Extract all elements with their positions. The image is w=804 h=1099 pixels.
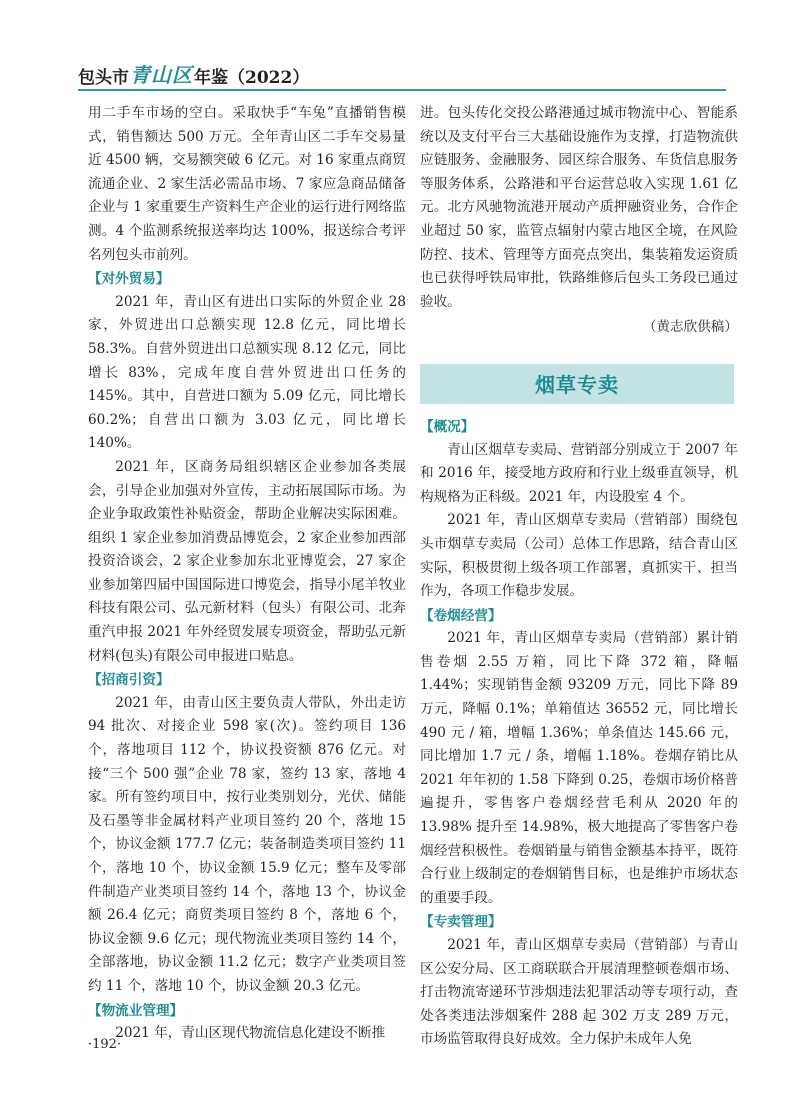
left-column xyxy=(88,102,406,1046)
section-heading-foreign-trade: 【对外贸易】 xyxy=(88,271,170,288)
paragraph-investment: 2021 年，由青山区主要负责人带队，外出走访 94 批次、对接企业 598 家(次)。签约项目 136 个，落地项目 112 个，协议投资额 876 亿元。对接“三个 500 强”企业 78 家，签约 13 家，落地 4 家。所有签约项目中，按行业类别划分，光伏、储能及石墨等非金属材料产业项目签约 20 个，落地 15 个，协议金额 177.7 亿元；装备制造类项目签约 11 个，落地 10 个，协议金额 15.9 亿元；整车及零部件制造产业类项目签约 14 个，落地 13 个，协议金额 26.4 亿元；商贸类项目签约 8 个，落地 6 个，协议金额 9.6 亿元；现代物流业类项目签约 14 个，全部落地，协议金额 11.2 亿元；数字产业类项目签约 11 个，落地 10 个，协议金额 20.3 亿元。 xyxy=(88,694,406,994)
paragraph-trade-1: 2021 年，青山区有进出口实际的外贸企业 28 家，外贸进出口总额实现 12.8 亿元，同比增长 58.3%。自营外贸进出口总额实现 8.12 亿元，同比增长 83%，完成年度自营外贸进出口任务的 145%。其中，自营进口额为 5.09 亿元，同比增长 60.2%；自营出口额为 3.03 亿元，同比增长 140%。 xyxy=(88,293,406,452)
paragraph-monopoly: 2021 年，青山区烟草专卖局（营销部）与青山区公安分局、区工商联联合开展清理整顿卷烟市场、打击物流寄递环节涉烟违法犯罪活动等专项行动，查处各类违法涉烟案件 288 起 302 万支 289 万元，市场监管取得良好成效。全力保护未成年人免 xyxy=(420,937,738,1048)
section-heading-investment: 【招商引资】 xyxy=(88,672,170,689)
section-heading-overview: 【概况】 xyxy=(420,418,475,435)
section-heading-label: 概况 xyxy=(433,418,461,435)
right-column xyxy=(420,102,738,1052)
section-heading-label: 招商引资 xyxy=(101,672,156,689)
paragraph-overview-2: 2021 年，青山区烟草专卖局（营销部）围绕包头市烟草专卖局（公司）总体工作思路，结合青山区实际，积极贯彻上级各项工作部署，真抓实干、担当作为，各项工作稳步发展。 xyxy=(420,512,738,600)
chapter-banner xyxy=(420,364,734,404)
paragraph-logistics-continued: 进。包头传化交投公路港通过城市物流中心、智能系统以及支付平台三大基础设施作为支撑，打造物流供应链服务、金融服务、园区综合服务、车货信息服务等服务体系，公路港和平台运营总收入实现 1.61 亿元。北方风驰物流港开展动产质押融资业务，合作企业超过 50 家，监管点辐射内蒙古地区全境，在风险防控、技术、管理等方面亮点突出，集装箱发运资质也已获得呼铁局审批，铁路维修后包头工务段已通过验收。 xyxy=(420,105,738,310)
section-heading-label: 对外贸易 xyxy=(101,271,156,288)
chapter-title: 烟草专卖 xyxy=(535,373,619,398)
header-yearbook: 年鉴（2022） xyxy=(194,68,310,88)
paragraph-logistics: 2021 年，青山区现代物流信息化建设不断推 xyxy=(115,1025,386,1042)
paragraph-overview-1: 青山区烟草专卖局、营销部分别成立于 2007 年和 2016 年，接受地方政府和行业上级垂直领导，机构规格为正科级。2021 年，内设股室 4 个。 xyxy=(420,441,738,505)
contributor-credit: （黄志欣供稿） xyxy=(642,319,738,336)
header-city: 包头市 xyxy=(78,68,129,88)
section-heading-label: 物流业管理 xyxy=(101,1002,170,1019)
running-header xyxy=(78,58,309,88)
section-heading-logistics: 【物流业管理】 xyxy=(88,1002,184,1019)
paragraph-trade-2: 2021 年，区商务局组织辖区企业参加各类展会，引导企业加强对外宣传，主动拓展国际市场。为企业争取政策性补贴资金，帮助企业解决实际困难。组织 1 家企业参加消费品博览会，2 家企业参加西部投资洽谈会，2 家企业参加东北亚博览会，27 家企业参加第四届中国国际进口博览会，指导小尾羊牧业科技有限公司、弘元新材料（包头）有限公司、北奔重汽申报 2021 年外经贸发展专项资金，帮助弘元新材料(包头)有限公司申报进口贴息。 xyxy=(88,458,406,664)
section-heading-label: 专卖管理 xyxy=(433,914,488,931)
section-heading-sales: 【卷烟经营】 xyxy=(420,607,502,624)
paragraph-sales: 2021 年，青山区烟草专卖局（营销部）累计销售卷烟 2.55 万箱，同比下降 372 箱，降幅 1.44%；实现销售金额 93209 万元，同比下降 89 万元，降幅 0.1%；单箱值达 36552 元，同比增长 490 元 / 箱，增幅 1.36%；单条值达 145.66 元，同比增加 1.7 元 / 条，增幅 1.18%。卷烟存销比从 2021 年年初的 1.58 下降到 0.25，卷烟市场价格普遍提升，零售客户卷烟经营毛利从 2020 年的 13.98% 提升至 14.98%，极大地提高了零售客户卷烟经营积极性。卷烟销量与销售金额基本持平，既符合行业上级制定的卷烟销售目标，也是维护市场状态的重要手段。 xyxy=(420,630,738,906)
header-rule xyxy=(78,89,726,91)
page-number: ·192· xyxy=(88,1037,122,1052)
section-heading-monopoly: 【专卖管理】 xyxy=(420,914,502,931)
paragraph-used-car: 用二手车市场的空白。采取快手“车兔”直播销售模式，销售额达 500 万元。全年青山区二手车交易量近 4500 辆，交易额突破 6 亿元。对 16 家重点商贸流通企业、2 家生活必需品市场、7 家应急商品储备企业与 1 家重要生产资料生产企业的运行进行网络监测。4 个监测系统报送率均达 100%，报送综合考评名列包头市前列。 xyxy=(88,105,406,263)
header-district-logo: 青山区 xyxy=(130,63,193,87)
section-heading-label: 卷烟经营 xyxy=(433,607,488,624)
